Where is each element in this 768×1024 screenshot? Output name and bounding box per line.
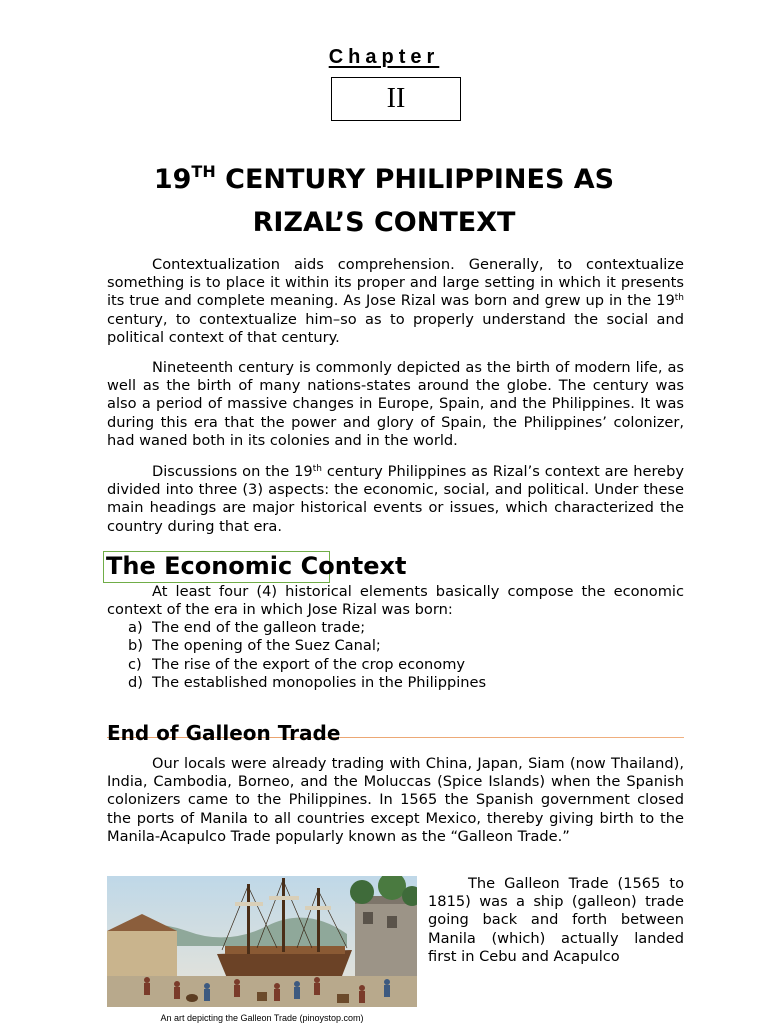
list-item bbox=[128, 674, 486, 692]
list-item-text: The rise of the export of the crop economy bbox=[152, 655, 466, 673]
chapter-label: Chapter bbox=[328, 46, 440, 68]
list-item-text: The established monopolies in the Philippines bbox=[152, 673, 487, 691]
list-marker: a) bbox=[128, 619, 143, 636]
list-item bbox=[128, 637, 486, 655]
list-item bbox=[128, 619, 486, 637]
intro-paragraph-2: Nineteenth century is commonly depicted as the birth of modern life, as well as the birth of many nations-states around the globe. The century was also a period of massive changes in Europe, Spain, and the Philippines. It was during this era that the power and glory of Spain, the Philippines’ colonizer, had waned both in its colonies and in the world. bbox=[107, 359, 684, 449]
title-number: 19 bbox=[153, 164, 192, 195]
list-marker: b) bbox=[128, 637, 143, 655]
title-line1: CENTURY PHILIPPINES AS bbox=[215, 164, 615, 195]
image-caption: An art depicting the Galleon Trade (pinoystop.com) bbox=[160, 1013, 364, 1023]
p3-sup: th bbox=[312, 464, 322, 474]
economic-elements-list bbox=[128, 619, 486, 692]
economic-context-heading: The Economic Context bbox=[106, 552, 407, 580]
list-item bbox=[128, 656, 486, 674]
p1-text-a: Contextualization aids comprehension. Generally, to contextualize something is to place it within its proper and large setting in which it presents its true and complete meaning. As Jose Rizal was born and grew up in the 19 bbox=[107, 256, 684, 310]
intro-paragraph-1 bbox=[107, 256, 684, 347]
p1-sup: th bbox=[674, 293, 684, 304]
intro-paragraph-3 bbox=[107, 463, 684, 536]
title-superscript: TH bbox=[191, 162, 216, 181]
galleon-trade-image bbox=[107, 876, 417, 1007]
p1-text-b: century, to contextualize him–so as to properly understand the social and political context of that century. bbox=[107, 310, 684, 346]
list-marker: c) bbox=[128, 655, 142, 673]
list-item-text: The opening of the Suez Canal; bbox=[152, 637, 381, 655]
galleon-scene-illustration bbox=[107, 876, 417, 1007]
galleon-trade-heading: End of Galleon Trade bbox=[107, 721, 341, 745]
list-marker: d) bbox=[128, 673, 143, 691]
chapter-number-box: II bbox=[331, 77, 461, 121]
economic-intro: At least four (4) historical elements basically compose the economic context of the era in which Jose Rizal was born: bbox=[107, 583, 684, 619]
page-title bbox=[0, 158, 768, 244]
p3-text-a: Discussions on the 19 bbox=[152, 463, 313, 480]
list-item-text: The end of the galleon trade; bbox=[152, 619, 366, 636]
galleon-paragraph-2: The Galleon Trade (1565 to 1815) was a ship (galleon) trade going back and forth between Manila (which) actually landed first in Cebu and Acapulco bbox=[428, 875, 684, 965]
galleon-paragraph-1: Our locals were already trading with China, Japan, Siam (now Thailand), India, Cambodia, Borneo, and the Moluccas (Spice Islands) when the Spanish colonizers came to the Philippines. In 1565 the Spanish government closed the ports of Manila to all countries except Mexico, thereby giving birth to the Manila-Acapulco Trade popularly known as the “Galleon Trade.” bbox=[107, 755, 684, 845]
title-line2: RIZAL’S CONTEXT bbox=[252, 207, 516, 238]
p3-text-b: century Philippines as Rizal’s context are hereby divided into three (3) aspects: the economic, social, and political. Under these main headings are major historical events or issues, which characterized the country during that era. bbox=[107, 463, 685, 535]
